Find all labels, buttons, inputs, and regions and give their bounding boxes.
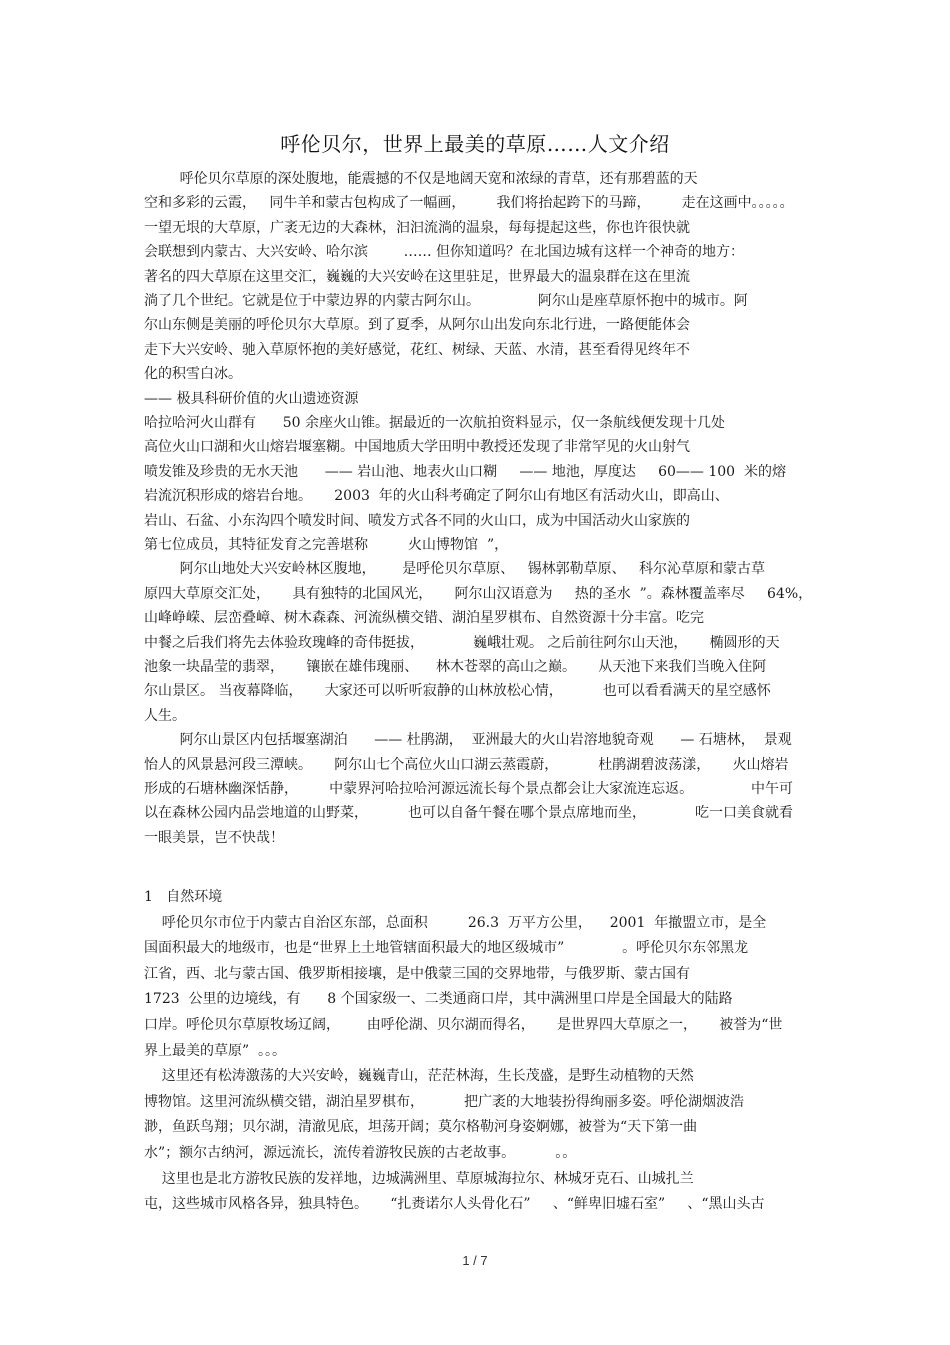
text-line: 会联想到内蒙古、大兴安岭、哈尔滨 …… 但你知道吗？在北国边城有这样一个神奇的地方： bbox=[144, 244, 745, 261]
text-line: 国面积最大的地级市，也是“世界上土地管辖面积最大的地区级城市” 。呼伦贝尔东邻黑龙 bbox=[144, 940, 749, 957]
text-line: 岩山、石盆、小东沟四个喷发时间、喷发方式各不同的火山口，成为中国活动火山家族的 bbox=[144, 512, 690, 529]
page-title: 呼伦贝尔，世界上最美的草原……人文介绍 bbox=[280, 132, 670, 156]
text-line: 空和多彩的云霞， 同牛羊和蒙古包构成了一幅画， 我们将抬起跨下的马蹄， 走在这画中。。。。。 bbox=[144, 195, 794, 212]
page-number: 1 / 7 bbox=[462, 1253, 488, 1268]
text-line: 这里还有松涛激荡的大兴安岭，巍巍青山，茫茫林海，生长茂盛，是野生动植物的天然 bbox=[144, 1068, 694, 1085]
text-line: —— 极具科研价值的火山遗迹资源 bbox=[144, 390, 359, 407]
text-line: 博物馆。这里河流纵横交错，湖泊星罗棋布， 把广袤的大地装扮得绚丽多姿。呼伦湖烟波浩 bbox=[144, 1093, 745, 1110]
text-line: 阿尔山景区内包括堰塞湖泊 —— 杜鹃湖， 亚洲最大的火山岩溶地貌奇观 — 石塘林， 景观 bbox=[144, 732, 792, 749]
text-line: 渺，鱼跃鸟翔；贝尔湖，清澈见底，坦荡开阔；莫尔格勒河身姿婀娜，被誉为“天下第一曲 bbox=[144, 1119, 698, 1136]
text-line: 1723 公里的边境线，有 8 个国家级一、二类通商口岸，其中满洲里口岸是全国最大的陆路 bbox=[144, 991, 733, 1008]
text-line: 呼伦贝尔市位于内蒙古自治区东部，总面积 26.3 万平方公里， 2001 年撤盟立市，是全 bbox=[144, 914, 767, 931]
text-line: 人生。 bbox=[144, 707, 186, 724]
text-line: 一望无垠的大草原，广袤无边的大森林，汩汩流淌的温泉，每每提起这些，你也许很快就 bbox=[144, 219, 690, 236]
text-line: 怡人的风景悬河段三潭峡。 阿尔山七个高位火山口湖云蒸霞蔚， 杜鹃湖碧波荡漾， 火山熔岩 bbox=[144, 756, 789, 773]
text-line: 走下大兴安岭、驰入草原怀抱的美好感觉，花红、树绿、天蓝、水清，甚至看得见终年不 bbox=[144, 341, 690, 358]
text-line: 水”；额尔古纳河，源远流长，流传着游牧民族的古老故事。 。。 bbox=[144, 1145, 577, 1161]
text-line: 一眼美景，岂不快哉！ bbox=[144, 829, 284, 846]
text-line: 屯，这些城市风格各异，独具特色。 “扎赉诺尔人头骨化石” 、“鲜卑旧墟石室” 、“黑山头古 bbox=[144, 1196, 765, 1213]
text-line: 第七位成员，其特征发育之完善堪称 火山博物馆 ”， bbox=[144, 537, 509, 553]
text-line: 中餐之后我们将先去体验玫瑰峰的奇伟挺拔， 巍峨壮观。 之后前往阿尔山天池， 椭圆形的天 bbox=[144, 634, 780, 651]
text-line: 尔山景区。 当夜幕降临， 大家还可以听听寂静的山林放松心情， 也可以看看满天的星空感怀 bbox=[144, 683, 771, 700]
text-line: 尔山东侧是美丽的呼伦贝尔大草原。到了夏季，从阿尔山出发向东北行进，一路便能体会 bbox=[144, 317, 690, 334]
text-line: 著名的四大草原在这里交汇，巍巍的大兴安岭在这里驻足，世界最大的温泉群在这在里流 bbox=[144, 268, 690, 285]
text-line: 喷发锥及珍贵的无水天池 —— 岩山池、地表火山口糊 —— 地池，厚度达 60—— 100 米的熔 bbox=[144, 463, 786, 480]
text-line: 高位火山口湖和火山熔岩堰塞糊。中国地质大学田明中教授还发现了非常罕见的火山射气 bbox=[144, 439, 690, 456]
text-line: 形成的石塘林幽深恬静， 中蒙界河哈拉哈河源远流长每个景点都会让大家流连忘返。 中午可 bbox=[144, 781, 794, 797]
text-line: 1 自然环境 bbox=[144, 889, 223, 905]
text-line: 淌了几个世纪。它就是位于中蒙边界的内蒙古阿尔山。 阿尔山是座草原怀抱中的城市。阿 bbox=[144, 293, 748, 309]
text-line: 原四大草原交汇处， 具有独特的北国风光， 阿尔山汉语意为 热的圣水 ”。森林覆盖率尽 64%， bbox=[144, 585, 813, 602]
text-line: 江省，西、北与蒙古国、俄罗斯相接壤，是中俄蒙三国的交界地带，与俄罗斯、蒙古国有 bbox=[144, 965, 690, 982]
text-line: 以在森林公园内品尝地道的山野菜， 也可以自备午餐在哪个景点席地而坐， 吃一口美食就看 bbox=[144, 805, 794, 822]
text-line: 化的积雪白冰。 bbox=[144, 366, 242, 383]
text-line: 岩流沉积形成的熔岩台地。 2003 年的火山科考确定了阿尔山有地区有活动火山，即高山、 bbox=[144, 488, 729, 505]
text-line: 这里也是北方游牧民族的发祥地，边城满洲里、草原城海拉尔、林城牙克石、山城扎兰 bbox=[144, 1170, 694, 1187]
text-line: 池象一块晶莹的翡翠， 镶嵌在雄伟瑰丽、 林木苍翠的高山之巅。 从天池下来我们当晚入住阿 bbox=[144, 659, 767, 675]
text-line: 哈拉哈河火山群有 50 余座火山锥。据最近的一次航拍资料显示，仅一条航线便发现十几处 bbox=[144, 415, 725, 431]
text-line: 山峰峥嵘、层峦叠嶂、树木森森、河流纵横交错、湖泊星罗棋布、自然资源十分丰富。吃完 bbox=[144, 610, 704, 627]
text-line: 口岸。呼伦贝尔草原牧场辽阔， 由呼伦湖、贝尔湖而得名， 是世界四大草原之一， 被誉为“世 bbox=[144, 1017, 783, 1033]
text-line: 阿尔山地处大兴安岭林区腹地， 是呼伦贝尔草原、 锡林郭勒草原、 科尔沁草原和蒙古草 bbox=[144, 561, 766, 578]
text-line: 呼伦贝尔草原的深处腹地，能震撼的不仅是地阔天宽和浓绿的青草，还有那碧蓝的天 bbox=[144, 171, 698, 187]
text-line: 界上最美的草原” 。。。 bbox=[144, 1042, 287, 1059]
